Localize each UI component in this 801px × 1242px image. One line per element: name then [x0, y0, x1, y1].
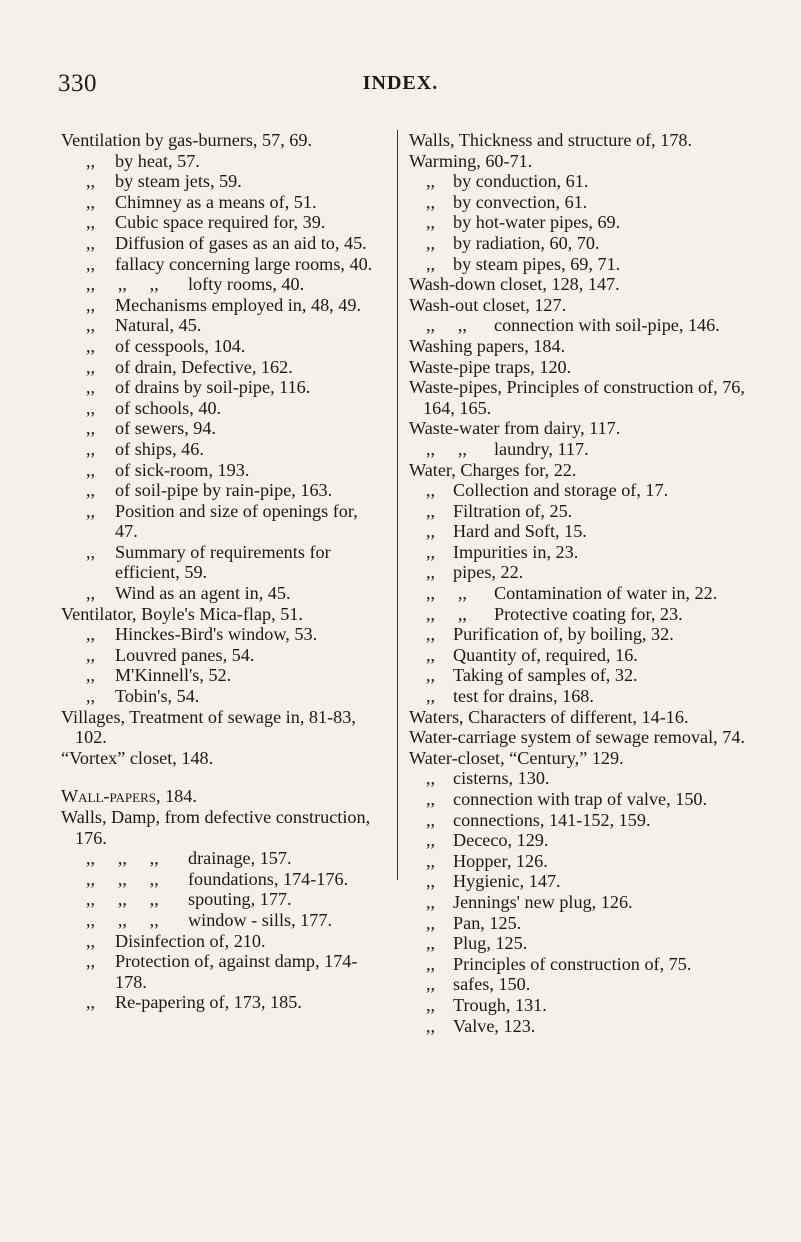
index-subentry-text: Trough, 131. [453, 994, 547, 1015]
index-entry [61, 192, 385, 213]
index-subentry-text: Wind as an agent in, 45. [115, 583, 291, 604]
ditto-mark: ,, [86, 397, 96, 418]
ditto-mark: ,, ,, ,, [86, 848, 159, 869]
ditto-mark: ,, ,, ,, [86, 868, 159, 889]
index-entry [61, 460, 385, 481]
ditto-mark: ,, [426, 191, 436, 212]
index-entry [61, 910, 385, 931]
ditto-mark: ,, [86, 686, 96, 707]
index-heading-text: Washing papers, 184. [409, 335, 566, 356]
ditto-mark: ,, ,, [426, 438, 467, 459]
index-subentry-text: Filtration of, 25. [453, 500, 573, 521]
ditto-mark: ,, [86, 418, 96, 439]
index-entry [409, 604, 754, 625]
index-heading-text: Waste-pipe traps, 120. [409, 356, 572, 377]
index-subentry-text: Principles of construction of, 75. [453, 953, 692, 974]
index-subentry-text: Louvred panes, 54. [115, 644, 255, 665]
index-entry [61, 501, 385, 542]
ditto-mark: ,, [426, 686, 436, 707]
index-subentry-text: by steam pipes, 69, 71. [453, 253, 621, 274]
index-heading-text: Waste-water from dairy, 117. [409, 418, 621, 439]
index-entry [409, 521, 754, 542]
index-entry [61, 786, 385, 807]
ditto-mark: ,, [426, 562, 436, 583]
index-subentry-text: Hinckes-Bird's window, 53. [115, 624, 318, 645]
index-heading-text: Walls, Thickness and structure of, 178. [409, 130, 693, 150]
ditto-mark: ,, [86, 665, 96, 686]
index-subentry-text: of schools, 40. [115, 397, 222, 418]
index-subentry-text: fallacy concerning large rooms, 40. [115, 253, 373, 274]
index-subentry-text: Protective coating for, 23. [494, 603, 683, 624]
index-entry [409, 233, 754, 254]
index-subentry-text: safes, 150. [453, 974, 531, 995]
index-entry [409, 357, 754, 378]
index-subentry-text: by radiation, 60, 70. [453, 232, 600, 253]
index-entry [409, 192, 754, 213]
index-entry [409, 460, 754, 481]
ditto-mark: ,, [86, 480, 96, 501]
index-entry [409, 892, 754, 913]
ditto-mark: ,, [86, 232, 96, 253]
index-entry [409, 439, 754, 460]
ditto-mark: ,, [86, 335, 96, 356]
index-entry [409, 336, 754, 357]
index-subentry-text: foundations, 174-176. [188, 868, 349, 889]
ditto-mark: ,, ,, ,, [86, 909, 159, 930]
index-heading-text: Waste-pipes, Principles of construction of, 76, 164, 165. [409, 377, 745, 418]
index-subentry-text: Cubic space required for, 39. [115, 212, 326, 233]
index-entry [409, 212, 754, 233]
index-entry [409, 810, 754, 831]
index-subentry-text: Summary of requirements for efficient, 59. [115, 541, 331, 583]
ditto-mark: ,, [86, 377, 96, 398]
index-entry [61, 807, 385, 848]
index-heading-text: Waters, Characters of different, 14-16. [409, 706, 689, 727]
index-heading-text: Wall-papers, 184. [61, 786, 197, 807]
index-heading-text: “Vortex” closet, 148. [61, 747, 214, 768]
ditto-mark: ,, ,, [426, 603, 467, 624]
index-subentry-text: Hopper, 126. [453, 850, 548, 871]
index-entry [409, 274, 754, 295]
index-entry [61, 748, 385, 769]
index-entry [409, 974, 754, 995]
ditto-mark: ,, [426, 891, 436, 912]
ditto-mark: ,, [86, 253, 96, 274]
index-subentry-text: by conduction, 61. [453, 171, 589, 192]
ditto-mark: ,, [86, 356, 96, 377]
index-entry [61, 336, 385, 357]
index-subentry-text: lofty rooms, 40. [188, 274, 305, 295]
index-entry [61, 686, 385, 707]
ditto-mark: ,, [426, 850, 436, 871]
index-entry [61, 848, 385, 869]
ditto-mark: ,, [426, 912, 436, 933]
index-subentry-text: of cesspools, 104. [115, 335, 246, 356]
index-column-right [409, 130, 754, 1036]
index-subentry-text: Quantity of, required, 16. [453, 644, 638, 665]
index-entry [409, 686, 754, 707]
ditto-mark: ,, [426, 232, 436, 253]
index-subentry-text: spouting, 177. [188, 889, 292, 910]
running-head: INDEX. [362, 72, 439, 94]
ditto-mark: ,, ,, ,, [86, 889, 159, 910]
index-entry [409, 830, 754, 851]
index-entry [61, 992, 385, 1013]
index-entry [409, 645, 754, 666]
index-subentry-text: of soil-pipe by rain-pipe, 163. [115, 480, 333, 501]
index-entry [409, 1016, 754, 1037]
index-entry [409, 480, 754, 501]
index-subentry-text: Hard and Soft, 15. [453, 521, 587, 542]
index-subentry-text: Impurities in, 23. [453, 541, 579, 562]
index-entry [61, 418, 385, 439]
ditto-mark: ,, [426, 789, 436, 809]
ditto-mark: ,, [86, 930, 96, 951]
index-heading-text: Villages, Treatment of sewage in, 81-83, 102. [61, 706, 356, 748]
index-subentry-text: Collection and storage of, 17. [453, 480, 669, 501]
ditto-mark: ,, [426, 624, 436, 645]
index-subentry-text: connections, 141-152, 159. [453, 809, 651, 830]
index-entry [409, 933, 754, 954]
index-subentry-text: cisterns, 130. [453, 768, 550, 789]
index-entry [409, 295, 754, 316]
index-entry [61, 542, 385, 583]
index-heading-text: Walls, Damp, from defective construction, 176. [61, 807, 371, 848]
index-entry [409, 707, 754, 728]
ditto-mark: ,, ,, [426, 583, 467, 604]
ditto-mark: ,, [86, 541, 96, 562]
index-subentry-text: Mechanisms employed in, 48, 49. [115, 294, 362, 315]
index-subentry-text: of sick-room, 193. [115, 459, 250, 480]
index-entry [61, 233, 385, 254]
index-entry [409, 501, 754, 522]
index-subentry-text: Valve, 123. [453, 1015, 536, 1036]
index-subentry-text: pipes, 22. [453, 562, 524, 583]
index-subentry-text: connection with soil-pipe, 146. [494, 315, 720, 336]
ditto-mark: ,, [86, 294, 96, 315]
ditto-mark: ,, [426, 500, 436, 521]
ditto-mark: ,, [426, 974, 436, 995]
index-entry [61, 274, 385, 295]
index-entry [409, 254, 754, 275]
index-entry [61, 254, 385, 275]
ditto-mark: ,, [86, 212, 96, 233]
index-subentry-text: window - sills, 177. [188, 909, 332, 930]
ditto-mark: ,, [426, 212, 436, 233]
index-entry [61, 480, 385, 501]
index-entry [409, 377, 754, 418]
index-subentry-text: by heat, 57. [115, 150, 200, 171]
ditto-mark: ,, [426, 665, 436, 686]
index-column-left [61, 130, 385, 1013]
ditto-mark: ,, [86, 951, 96, 972]
ditto-mark: ,, [86, 644, 96, 665]
index-subentry-text: Jennings' new plug, 126. [453, 891, 633, 912]
index-subentry-text: test for drains, 168. [453, 686, 594, 707]
index-subentry-text: by steam jets, 59. [115, 171, 242, 192]
index-subentry-text: Purification of, by boiling, 32. [453, 624, 674, 645]
ditto-mark: ,, [426, 830, 436, 851]
index-entry [61, 889, 385, 910]
ditto-mark: ,, ,, ,, [86, 274, 159, 295]
index-subentry-text: Chimney as a means of, 51. [115, 191, 317, 212]
index-subentry-text: laundry, 117. [494, 438, 589, 459]
index-entry [61, 645, 385, 666]
index-subentry-text: M'Kinnell's, 52. [115, 665, 232, 686]
index-entry [61, 377, 385, 398]
page-number: 330 [58, 70, 97, 97]
ditto-mark: ,, [426, 768, 436, 789]
index-subentry-text: Dececo, 129. [453, 830, 549, 851]
index-subentry-text: Diffusion of gases as an aid to, 45. [115, 232, 367, 253]
ditto-mark: ,, [86, 191, 96, 212]
index-subentry-text: of ships, 46. [115, 438, 204, 459]
column-divider [397, 130, 398, 880]
index-subentry-text: Disinfection of, 210. [115, 930, 266, 951]
ditto-mark: ,, [426, 521, 436, 542]
ditto-mark: ,, [86, 624, 96, 645]
index-subentry-text: of drains by soil-pipe, 116. [115, 377, 311, 398]
index-heading-text: Wash-down closet, 128, 147. [409, 274, 620, 295]
ditto-mark: ,, [426, 933, 436, 954]
index-subentry-text: by convection, 61. [453, 191, 588, 212]
ditto-mark: ,, [426, 871, 436, 892]
index-entry [409, 151, 754, 172]
index-subentry-text: Re-papering of, 173, 185. [115, 992, 302, 1013]
index-entry [409, 624, 754, 645]
index-entry [409, 727, 754, 748]
ditto-mark: ,, ,, [426, 315, 467, 336]
index-entry [61, 212, 385, 233]
index-heading-text: Wash-out closet, 127. [409, 294, 567, 315]
ditto-mark: ,, [426, 644, 436, 665]
index-entry [409, 768, 754, 789]
index-subentry-text: Pan, 125. [453, 912, 522, 933]
index-subentry-text: Tobin's, 54. [115, 686, 200, 707]
index-subentry-text: Hygienic, 147. [453, 871, 561, 892]
index-entry [61, 707, 385, 748]
ditto-mark: ,, [86, 500, 96, 521]
index-subentry-text: Contamination of water in, 22. [494, 583, 718, 604]
ditto-mark: ,, [426, 171, 436, 192]
index-entry [409, 913, 754, 934]
index-entry [61, 869, 385, 890]
ditto-mark: ,, [86, 315, 96, 336]
index-entry [61, 951, 385, 992]
ditto-mark: ,, [86, 150, 96, 171]
ditto-mark: ,, [86, 438, 96, 459]
index-entry [409, 542, 754, 563]
ditto-mark: ,, [86, 992, 96, 1013]
index-entry [409, 789, 754, 810]
index-entry [409, 995, 754, 1016]
index-heading-text: Ventilation by gas-burners, 57, 69. [61, 130, 313, 150]
index-subentry-text: of sewers, 94. [115, 418, 217, 439]
section-gap [61, 768, 385, 786]
index-entry [409, 130, 754, 151]
index-entry [61, 931, 385, 952]
ditto-mark: ,, [426, 1015, 436, 1036]
index-entry [61, 171, 385, 192]
index-entry [61, 295, 385, 316]
index-entry [61, 665, 385, 686]
index-entry [409, 171, 754, 192]
index-entry [409, 954, 754, 975]
index-entry [61, 604, 385, 625]
ditto-mark: ,, [426, 541, 436, 562]
index-entry [409, 315, 754, 336]
ditto-mark: ,, [426, 253, 436, 274]
index-subentry-text: connection with trap of valve, 150. [453, 789, 708, 809]
index-heading-text: Water-closet, “Century,” 129. [409, 747, 624, 768]
index-entry [409, 748, 754, 769]
index-subentry-text: Plug, 125. [453, 933, 528, 954]
index-entry [61, 315, 385, 336]
index-entry [409, 851, 754, 872]
ditto-mark: ,, [426, 953, 436, 974]
ditto-mark: ,, [426, 809, 436, 830]
index-heading-text: Water, Charges for, 22. [409, 459, 577, 480]
index-heading-text: Water-carriage system of sewage removal, 74. [409, 727, 746, 748]
index-heading-text: Warming, 60-71. [409, 150, 533, 171]
index-entry [409, 418, 754, 439]
index-entry [61, 624, 385, 645]
index-entry [61, 151, 385, 172]
index-subentry-text: Natural, 45. [115, 315, 202, 336]
index-entry [409, 665, 754, 686]
index-subentry-text: drainage, 157. [188, 848, 292, 869]
index-heading-text: Ventilator, Boyle's Mica-flap, 51. [61, 603, 303, 624]
index-subentry-text: Taking of samples of, 32. [453, 665, 638, 686]
ditto-mark: ,, [86, 171, 96, 192]
index-entry [61, 130, 385, 151]
ditto-mark: ,, [426, 480, 436, 501]
index-subentry-text: Protection of, against damp, 174-178. [115, 951, 358, 992]
index-subentry-text: Position and size of openings for, 47. [115, 500, 358, 542]
index-entry [61, 439, 385, 460]
index-entry [409, 562, 754, 583]
index-subentry-text: by hot-water pipes, 69. [453, 212, 621, 233]
index-subentry-text: of drain, Defective, 162. [115, 356, 293, 377]
ditto-mark: ,, [86, 583, 96, 604]
ditto-mark: ,, [426, 994, 436, 1015]
ditto-mark: ,, [86, 459, 96, 480]
index-entry [61, 583, 385, 604]
index-entry [409, 583, 754, 604]
index-entry [61, 357, 385, 378]
index-entry [61, 398, 385, 419]
index-entry [409, 871, 754, 892]
